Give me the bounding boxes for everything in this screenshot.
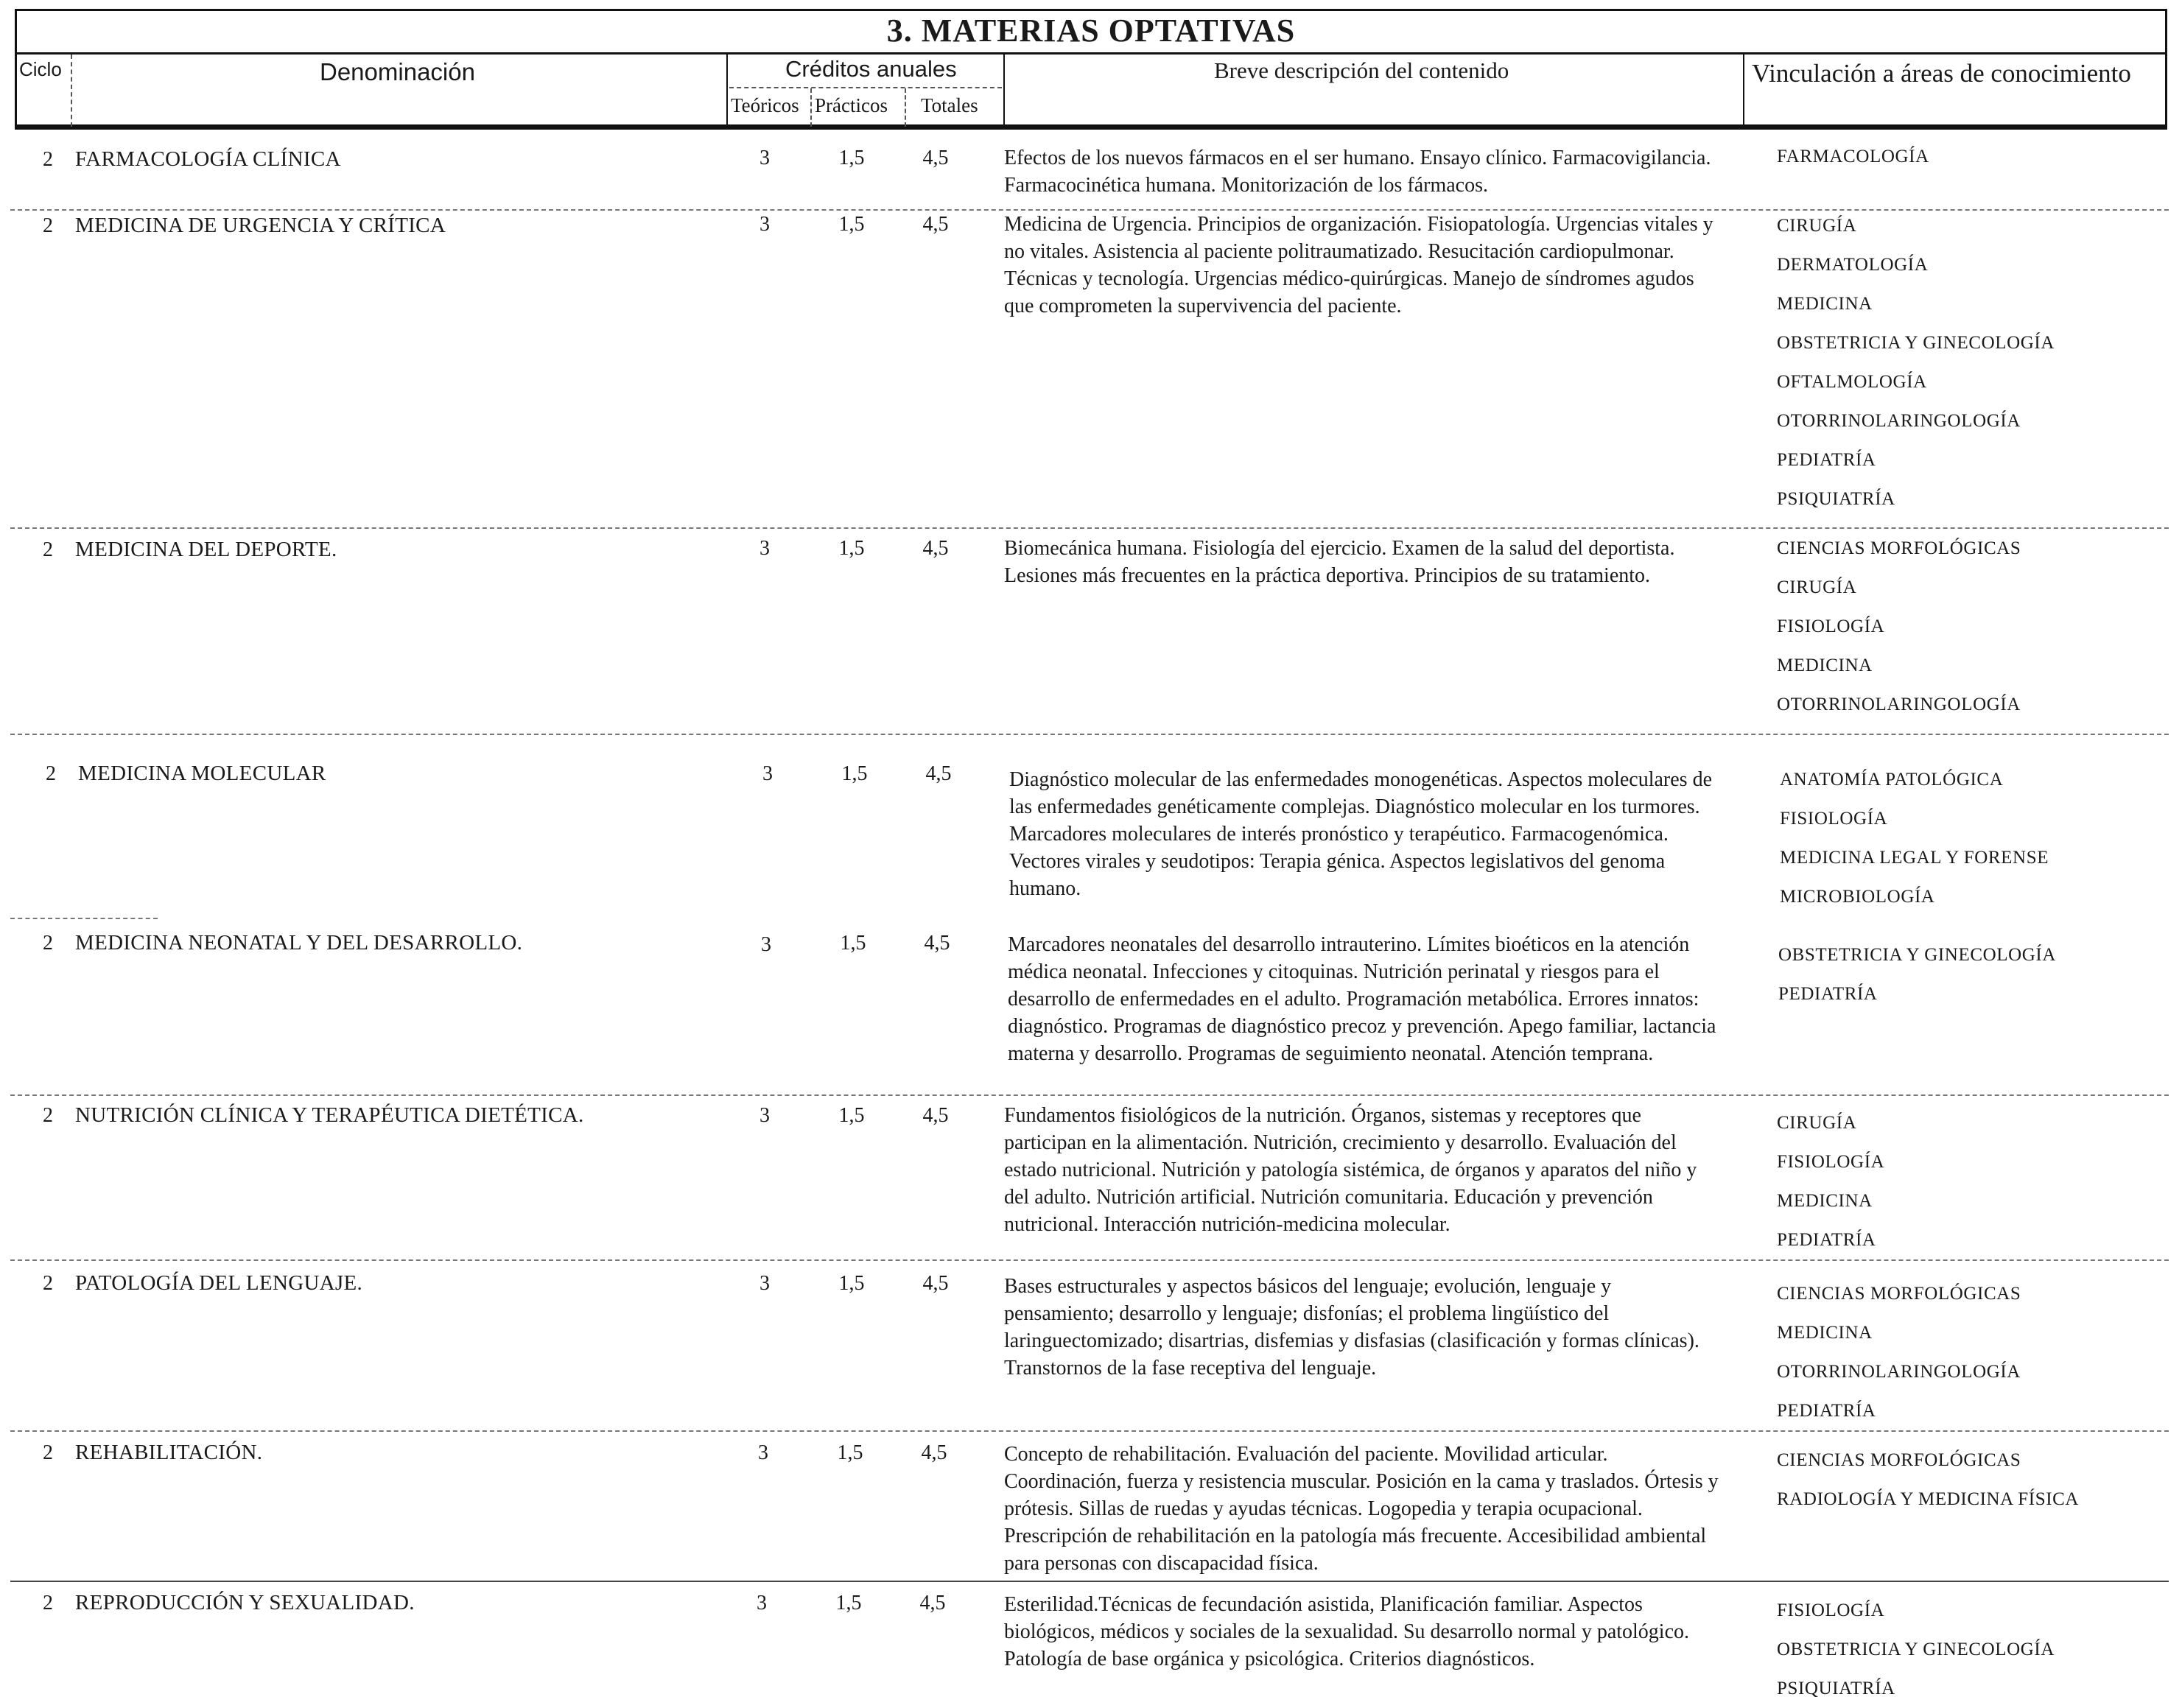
header-divider [1743,55,1744,127]
row-name: NUTRICIÓN CLÍNICA Y TERAPÉUTICA DIETÉTICA. [75,1103,584,1127]
row-teoricos: 3 [761,933,771,956]
header-divider [71,55,72,127]
area-item: CIRUGÍA [1777,216,1857,236]
row-teoricos: 3 [762,762,773,785]
row-separator [10,734,2169,735]
row-separator [10,1581,2169,1582]
row-separator [10,918,158,919]
row-areas [1777,1441,2079,1519]
header-subdivider [810,88,812,127]
area-item: FISIOLOGÍA [1780,809,1888,829]
row-teoricos: 3 [760,147,770,169]
row-description: Esterilidad.Técnicas de fecundación asistida, Planificación familiar. Aspectos biológicos, médicos y sociales de la sexualidad. Su desarrollo normal y patológico. Patología de base orgánica y psicológica. Criterios diagnósticos. [1004,1593,1690,1670]
row-separator [10,1259,2169,1261]
col-header-totales: Totales [921,94,978,116]
area-item: PEDIATRÍA [1778,984,1878,1004]
row-practicos: 1,5 [840,932,866,955]
row-name: PATOLOGÍA DEL LENGUAJE. [75,1271,363,1295]
row-totales: 4,5 [924,932,950,955]
area-item: MICROBIOLOGÍA [1780,887,1935,907]
area-item: RADIOLOGÍA Y MEDICINA FÍSICA [1777,1489,2080,1509]
area-item: MEDICINA [1777,656,1873,675]
row-name: FARMACOLOGÍA CLÍNICA [75,147,341,171]
area-item: MEDICINA [1777,1323,1873,1343]
page-title: 3. MATERIAS OPTATIVAS [15,9,2167,55]
row-practicos: 1,5 [838,147,865,169]
row-practicos: 1,5 [838,537,865,560]
area-item: OTORRINOLARINGOLOGÍA [1777,1362,2021,1382]
area-item: FISIOLOGÍA [1777,1152,1885,1172]
area-item: MEDICINA [1777,294,1873,314]
area-item: CIENCIAS MORFOLÓGICAS [1777,538,2021,558]
row-totales: 4,5 [922,1272,949,1295]
header-bottom-rule [15,127,2167,130]
row-totales: 4,5 [922,213,949,236]
row-totales: 4,5 [919,1592,946,1614]
row-totales: 4,5 [925,762,952,785]
row-description: Concepto de rehabilitación. Evaluación del paciente. Movilidad articular. Coordinación, fuerza y resistencia muscular. Posición en la cama y traslados. Órtesis y prótesis. Sillas de ruedas y ayudas técnicas. Logopedia y terapia ocupacional. Prescripción de rehabilitación en la patología más frecuente. Accesibilidad ambiental para personas con discapacidad física. [1004,1443,1719,1575]
area-item: CIENCIAS MORFOLÓGICAS [1777,1450,2021,1470]
row-ciclo: 2 [43,148,53,171]
row-areas [1777,137,1929,176]
area-item: OBSTETRICIA Y GINECOLOGÍA [1778,945,2057,965]
col-header-denominacion: Denominación [320,58,475,85]
area-item: FISIOLOGÍA [1777,616,1885,636]
row-ciclo: 2 [43,1592,53,1614]
row-teoricos: 3 [760,1272,770,1295]
col-header-creditos: Créditos anuales [785,56,957,82]
row-practicos: 1,5 [838,1272,865,1295]
row-totales: 4,5 [922,537,949,560]
col-header-ciclo: Ciclo [19,58,62,80]
row-name: MEDICINA DE URGENCIA Y CRÍTICA [75,214,446,237]
row-description: Efectos de los nuevos fármacos en el ser humano. Ensayo clínico. Farmacovigilancia. Farmacocinética humana. Monitorización de los fármacos. [1004,147,1711,197]
row-teoricos: 3 [760,213,770,236]
area-item: FARMACOLOGÍA [1777,147,1929,166]
area-item: CIRUGÍA [1777,577,1857,597]
col-header-teoricos: Teóricos [731,94,799,116]
area-item: PEDIATRÍA [1777,1230,1876,1250]
row-areas [1777,529,2021,724]
row-practicos: 1,5 [835,1592,862,1614]
col-header-practicos: Prácticos [815,94,888,116]
header-divider [1003,55,1005,127]
row-areas [1778,935,2056,1013]
row-separator [10,1094,2169,1096]
area-item: MEDICINA [1777,1191,1873,1211]
row-separator [10,1430,2169,1432]
header-divider [726,55,728,127]
row-description: Diagnóstico molecular de las enfermedades monogenéticas. Aspectos moleculares de las enfermedades genéticamente complejas. Diagnóstico molecular en los turmores. Marcadores moleculares de interés pronóstico y terapéutico. Farmacogenómica. Vectores virales y seudotipos: Terapia génica. Aspectos legislativos del genoma humano. [1009,768,1712,900]
row-areas [1777,1103,1884,1259]
row-practicos: 1,5 [838,1104,865,1127]
row-areas [1777,206,2055,519]
row-description: Bases estructurales y aspectos básicos del lenguaje; evolución, lenguaje y pensamiento; desarrollo y lenguaje; disfonías; el problema lingüístico del laringuectomizado; disartrias, disfemias y disfasias (clasificación y formas clínicas). Transtornos de la fase receptiva del lenguaje. [1004,1275,1699,1380]
area-item: OBSTETRICIA Y GINECOLOGÍA [1777,1640,2055,1659]
row-ciclo: 2 [43,1441,53,1464]
row-ciclo: 2 [46,762,56,785]
area-item: OBSTETRICIA Y GINECOLOGÍA [1777,333,2055,353]
row-description: Medicina de Urgencia. Principios de organización. Fisiopatología. Urgencias vitales y no vitales. Asistencia al paciente politraumatizado. Resucitación cardiopulmonar. Técnicas y tecnología. Urgencias médico-quirúrgicas. Manejo de síndromes agudos que comprometen la supervivencia del paciente. [1004,213,1713,317]
row-ciclo: 2 [43,932,53,955]
row-totales: 4,5 [922,147,949,169]
row-name: MEDICINA NEONATAL Y DEL DESARROLLO. [75,931,523,955]
area-item: PEDIATRÍA [1777,450,1876,470]
row-totales: 4,5 [922,1104,949,1127]
row-teoricos: 3 [760,1104,770,1127]
row-name: MEDICINA MOLECULAR [78,762,326,785]
area-item: OTORRINOLARINGOLOGÍA [1777,695,2021,714]
row-description: Marcadores neonatales del desarrollo intrauterino. Límites bioéticos en la atención médica neonatal. Infecciones y citoquinas. Nutrición perinatal y riesgos para el desarrollo de enfermedades en el adulto. Programación metabólica. Errores innatos: diagnóstico. Programas de diagnóstico precoz y prevención. Apego familiar, lactancia materna y desarrollo. Programas de seguimiento neonatal. Atención temprana. [1008,933,1716,1065]
row-teoricos: 3 [760,537,770,560]
row-totales: 4,5 [921,1441,947,1464]
row-teoricos: 3 [757,1592,767,1614]
area-item: OTORRINOLARINGOLOGÍA [1777,411,2021,431]
row-name: REHABILITACIÓN. [75,1441,263,1464]
col-header-descripcion: Breve descripción del contenido [1214,57,1509,83]
row-description: Biomecánica humana. Fisiología del ejercicio. Examen de la salud del deportista. Lesiones más frecuentes en la práctica deportiva. Principios de su tratamiento. [1004,537,1675,587]
header-subdivider [729,87,1002,88]
area-item: PSIQUIATRÍA [1777,1679,1895,1698]
row-practicos: 1,5 [837,1441,863,1464]
area-item: OFTALMOLOGÍA [1777,372,1927,392]
area-item: MEDICINA LEGAL Y FORENSE [1780,848,2049,868]
row-ciclo: 2 [43,214,53,237]
row-areas [1777,1274,2021,1430]
row-description: Fundamentos fisiológicos de la nutrición. Órganos, sistemas y receptores que participan en la alimentación. Nutrición, crecimiento y desarrollo. Evaluación del estado nutricional. Nutrición y patología sistémica, de órganos y aparatos del niño y del adulto. Nutrición artificial. Nutrición comunitaria. Educación y prevención nutricional. Interacción nutrición-medicina molecular. [1004,1104,1697,1236]
area-item: CIENCIAS MORFOLÓGICAS [1777,1284,2021,1304]
area-item: PSIQUIATRÍA [1777,489,1895,509]
row-ciclo: 2 [43,1272,53,1295]
row-teoricos: 3 [758,1441,768,1464]
row-ciclo: 2 [43,538,53,561]
area-item: DERMATOLOGÍA [1777,255,1929,275]
row-areas [1777,1591,2055,1708]
row-practicos: 1,5 [838,213,865,236]
row-ciclo: 2 [43,1104,53,1127]
row-name: MEDICINA DEL DEPORTE. [75,538,337,561]
row-practicos: 1,5 [841,762,868,785]
row-areas [1780,760,2049,916]
area-item: FISIOLOGÍA [1777,1600,1885,1620]
area-item: PEDIATRÍA [1777,1401,1876,1421]
area-item: ANATOMÍA PATOLÓGICA [1780,770,2004,790]
col-header-vinculacion: Vinculación a áreas de conocimiento [1752,59,2131,88]
header-subdivider [905,88,906,127]
area-item: CIRUGÍA [1777,1113,1857,1133]
row-name: REPRODUCCIÓN Y SEXUALIDAD. [75,1591,415,1614]
